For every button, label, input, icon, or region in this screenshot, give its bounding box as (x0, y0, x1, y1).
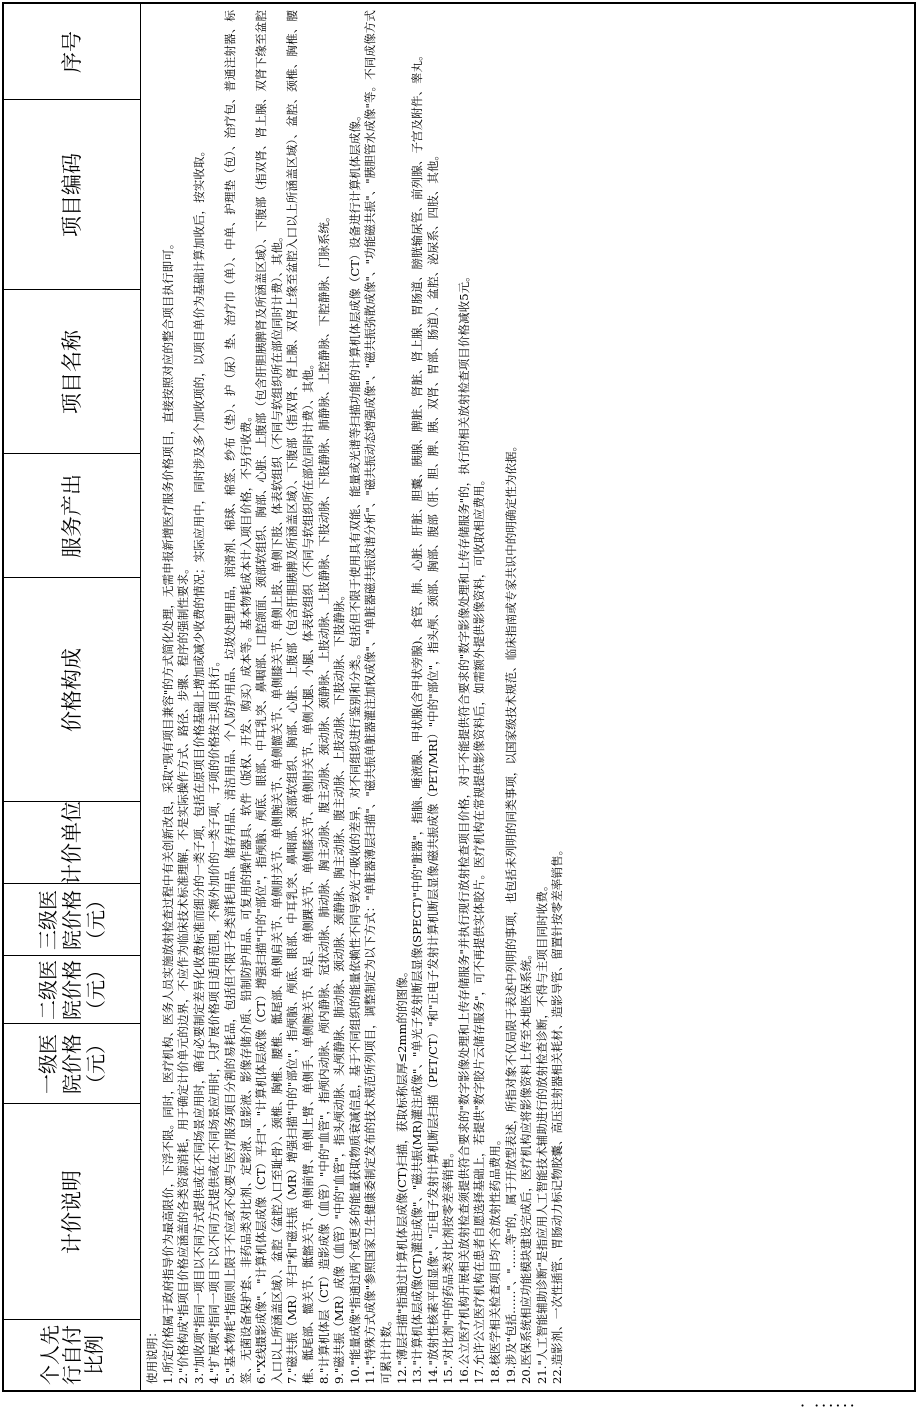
notes-title: 使用说明： (145, 1326, 159, 1384)
note-item: 10."能量成像"指通过两个或更多的能量获取物质衰减信息，基于不同组织的能量依赖性不同导致光子吸收的差异，对不同组织进行鉴别和分类。包括但不限于使用具有双能、能量或光谱等扫描功能的计算机体层成像（CT）设备进行计算机体层成像。 (347, 109, 362, 1384)
header-price-level3: 三级医院价格（元） (4, 884, 140, 956)
note-item: 8."计算机体层（CT）造影成像（血管）"中的"血管"，指颅内动脉、颅内静脉、冠状动脉、肺动脉、胸主动脉、腹主动脉、颈动脉、颈静脉、上肢动脉、上肢静脉、下肢动脉、下肢静脉、肺静脉、上腔静脉、下腔静脉、门脉系统。 (316, 210, 331, 1384)
note-item: 9."磁共振（MR）成像（血管）"中的"血管"，指头颅动脉、头颅静脉、肺动脉、颈动脉、颈静脉、胸主动脉、腹主动脉、上肢动脉、下肢动脉、下肢静脉。 (332, 589, 347, 1384)
usage-notes-cell (140, 2, 916, 1392)
note-item: 4."扩展项"指同一项目下以不同方式提供或在不同场景应用时，只扩展价格项目适用范围，不额外加价的一类子项，子项的价格按主项目执行。 (207, 655, 222, 1384)
note-item: 22.造影剂、一次性插管、胃肠动力标记物胶囊、高压注射器相关耗材、造影导管、留置针按零差率销售。 (550, 843, 565, 1384)
note-item: 15."对比剂"中的药品类对比剂按零差率销售。 (441, 1146, 456, 1384)
header-seq: 序号 (4, 4, 140, 100)
note-item: 5."基本物耗"指原则上限于不应或不必要与医疗服务项目分割的易耗品，包括但不限于各类消耗用品、储存用品、清洁用品、个人防护用品、垃圾处理用品，润滑剂、棉球、棉签、纱布（垫）、护（尿）垫、治疗巾（单）、中单、护理垫（包）、治疗包、普通注射器、标签、无菌设备保护套、非药品类对比剂、定影液、显影液、影像存储介质、铅制防护用品、可复用的操作器具、软件（版权、开发、购买）成本等。基本物耗成本计入项目价格，不另行收费。 (222, 10, 253, 1384)
note-item: 19.涉及"包括……"、"……等"的，属于开放型表述，所指对象不仅局限于表述中列明的事项，也包括未列明的同类事项，以国家级技术规范、临床指南或专家共识中的明确定性为依据。 (503, 439, 518, 1384)
header-self-pay-ratio: 个人先行自付比例 (38, 1325, 106, 1385)
header-unit: 计价单位 (4, 802, 140, 884)
usage-notes (141, 4, 913, 1390)
note-item: 6."X线摄影成像"、"计算机体层成像（CT）平扫"、"计算机体层成像（CT）增强扫描"中的"部位"，指颅脑、颅底、眼部、中耳乳突、鼻咽部、口腔颌面、颈部软组织、胸部、心脏、上腹部（包含肝胆胰脾肾及所涵盖区域）、下腹部（指双肾、肾上腺、双肾下缘至盆腔入口以上所涵盖区域）、盆腔（盆腔入口至耻骨）、颈椎、胸椎、腰椎、骶尾部、单侧肩关节、单侧肘关节、单侧腕关节、单侧髋关节、单侧膝关节、单侧上肢、单侧下肢、体表软组织（不同与软组织所在部位同时计费）、其他。 (254, 10, 284, 1384)
note-item: 3."加收项"指同一项目以不同方式提供或在不同场景应用时，确有必要制定差异化收费标准而细分的一类子项，包括在原项目价格基础上增加或减少收费的情况；实际应用中，同时涉及多个加收项的，以项目单价为基础计算加收后，按实收取。 (191, 144, 206, 1384)
header-price-level2: 二级医院价格（元） (4, 956, 140, 1024)
note-item: 13."计算机体层成像(CT)灌注成像"、"磁共振(MR)灌注成像"、"单光子发射断层显像(SPECT)"中的"脏器"，指脑、唾液腺、甲状腺(含甲状旁腺)、食管、肺、心脏、肝脏、胆囊、胰腺、脾脏、肾脏、肾上腺、胃肠道、膀胱输尿管、前列腺、子宫及附件、睾丸。 (410, 49, 425, 1384)
page-footer-dots: · ······ (800, 1396, 857, 1415)
header-item-code: 项目编码 (4, 100, 140, 290)
note-item: 11."特殊方式成像"参照国家卫生健康委制定发布的技术规范所列项目，调整制定为以下方式："单脏器薄层扫描"、"磁共振单脏器灌注加权成像"、"单脏器磁共振波谱分析"、"磁共振动态增强成像"、"磁共振弥散成像"、"功能磁共振"、"胰胆管水成像"等。不同成像方式可累计计数。 (363, 10, 393, 1384)
note-item: 17.允许公立医疗机构在患者自愿选择基础上，若提供"数字胶片云储存服务"，可不再提供实体胶片。医疗机构在常规提供影像资料后，如需额外提供影像资料，可收取相应费用。 (472, 473, 487, 1384)
note-item: 12."薄层扫描"指通过计算机体层成像(CT)扫描，获取标称层厚≤2mm的的图像。 (394, 965, 409, 1384)
note-item: 7."磁共振（MR）平扫"和"磁共振（MR）增强扫描"中的"部位"，指颅脑、颅底、眼部、中耳乳突、鼻咽部、颈部软组织、胸部、心脏、上腹部（包含肝胆胰脾及所涵盖区域）、下腹部（指双肾、肾上腺、双肾上缘至盆腔入口以上所涵盖区域）、盆腔、颈椎、胸椎、腰椎、骶尾部、髋关节、骶髂关节、单侧前臂、单侧上臂、单侧手、单侧腕关节、单足、单侧踝关节、单侧膝关节、单侧肘关节、单侧大腿、小腿、体表软组织（不同与软组织所在部位同时计费）、其他。 (285, 10, 315, 1384)
note-item: 16.公立医疗机构开展相关放射检查须提供符合要求的"数字影像处理和上传存储服务"并执行现行放射检查项目价格，对于不能提供符合要求的"数字影像处理和上传存储服务"的，执行的相关放射检查项目价格减收5元。 (456, 270, 471, 1384)
note-item: 18.核医学相关检查项目均不含放射性药品费用。 (488, 1133, 503, 1384)
note-item: 2."价格构成"指项目价格应涵盖的各类资源消耗，用于确定计价单元的边界，不应作为临床技术标准理解，不是实际操作方式、路径、步骤、程序的强制性要求。 (176, 562, 191, 1384)
table-header-column (2, 2, 140, 1392)
header-price-level1: 一级医院价格（元） (4, 1024, 140, 1104)
header-pricing-note: 计价说明 (4, 1104, 140, 1320)
note-item: 1.所定价格属于政府指导价为最高限价，下浮不限。同时，医疗机构、医务人员实施放射检查过程中有关创新改良，采取"现有项目兼容"的方式简化处理，无需申报新增医疗服务价格项目，直接按照对应的整合项目执行即可。 (160, 237, 175, 1384)
header-item-name: 项目名称 (4, 290, 140, 454)
note-item: 20.医保系统相应功能模块建设完成后，医疗机构应将影像资料上传至本地医保系统。 (519, 948, 534, 1384)
header-price-composition: 价格构成 (4, 578, 140, 802)
header-service-output: 服务产出 (4, 454, 140, 578)
note-item: 14."放射性核素平面显像"、"正电子发射计算机断层扫描（PET/CT）"和"正电子发射计算机断层显像/磁共振成像（PET/MRI）"中的"部位"，指头颅、颈部、胸部、腹部（肝、胆、脾、胰、双肾、胃部、肠道）、盆腔、泌尿系、四肢、其他。 (425, 148, 440, 1384)
note-item: 21."人工智能辅助诊断"是指应用人工智能技术辅助进行的放射检查诊断，不得与主项目同时收费。 (534, 879, 549, 1384)
